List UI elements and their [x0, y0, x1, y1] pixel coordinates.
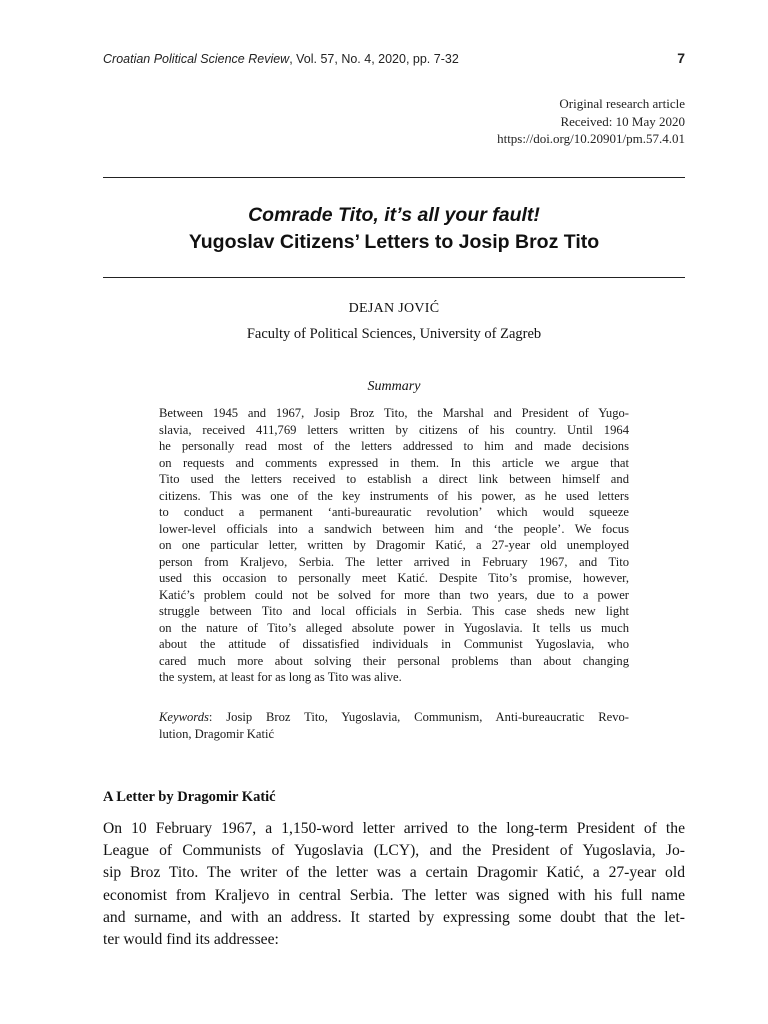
abstract-line: Katić’s problem could not be solved for more than two years, due to a power [159, 587, 629, 602]
title-line-1: Comrade Tito, it’s all your fault! [248, 204, 540, 226]
body-paragraph-line: ter would find its addressee: [103, 930, 279, 948]
doi-link[interactable]: https://doi.org/10.20901/pm.57.4.01 [497, 131, 685, 146]
body-paragraph-line: On 10 February 1967, a 1,150-word letter arrived to the long-term President of the [103, 820, 685, 837]
keywords [159, 709, 629, 742]
abstract-line: used this occasion to personally meet Katić. Despite Tito’s promise, however, [159, 571, 629, 585]
section-heading: A Letter by Dragomir Katić [103, 789, 276, 805]
abstract-line: struggle between Tito and local officials in Serbia. This case sheds new light [159, 604, 629, 618]
abstract-line: to conduct a permanent ‘anti-bureauratic revolution’ which would squeeze [159, 505, 629, 519]
keywords-line-1 [159, 709, 629, 726]
abstract-line: on requests and comments expressed in them. In this article we argue that [159, 455, 629, 470]
abstract-line: citizens. This was one of the key instruments of his power, as he used letters [159, 488, 629, 503]
body-paragraph-line: economist from Kraljevo in central Serbia. The letter was signed with his full name [103, 886, 685, 904]
abstract [159, 405, 629, 686]
keywords-line-2: lution, Dragomir Katić [159, 726, 275, 741]
author-name: DEJAN JOVIĆ [348, 301, 440, 316]
abstract-line: person from Kraljevo, Serbia. The letter arrived in February 1967, and Tito [159, 554, 629, 569]
title-line-2: Yugoslav Citizens’ Letters to Josip Broz Tito [188, 231, 600, 253]
article-meta [497, 95, 685, 148]
body-paragraph-line: and surname, and with an address. It started by expressing some doubt that the let- [103, 908, 685, 926]
abstract-line: on the nature of Tito’s alleged absolute power in Yugoslavia. It tells us much [159, 620, 629, 635]
body-paragraph-line: sip Broz Tito. The writer of the letter was a certain Dragomir Katić, a 27-year old [103, 864, 685, 882]
journal-name: Croatian Political Science Review [103, 52, 290, 66]
abstract-line: Between 1945 and 1967, Josip Broz Tito, the Marshal and President of Yugo- [159, 406, 629, 420]
body-paragraph-line: League of Communists of Yugoslavia (LCY), and the President of Yugoslavia, Jo- [103, 842, 685, 860]
abstract-line: cared much more about solving their personal problems than about changing [159, 653, 629, 668]
title-top-rule [103, 177, 685, 178]
abstract-line: lower-level officials into a sandwich between him and ‘the people’. We focus [159, 521, 629, 536]
abstract-line: slavia, received 411,769 letters written by citizens of his country. Until 1964 [159, 422, 629, 437]
abstract-line: about the attitude of dissatisfied individuals in Communist Yugoslavia, who [159, 637, 629, 651]
author-affiliation: Faculty of Political Sciences, University of Zagreb [246, 326, 542, 342]
summary-heading: Summary [367, 379, 421, 394]
journal-citation: , Vol. 57, No. 4, 2020, pp. 7-32 [289, 52, 459, 66]
received-date: Received: 10 May 2020 [560, 113, 685, 129]
title-bottom-rule [103, 277, 685, 278]
running-header [103, 52, 685, 70]
section-body [103, 818, 685, 951]
abstract-line: Tito used the letters received to establish a direct link between himself and [159, 472, 629, 486]
abstract-line: on one particular letter, written by Dragomir Katić, a 27-year old unemployed [159, 538, 629, 552]
article-title [103, 202, 685, 256]
keywords-label: Keywords [159, 710, 209, 724]
abstract-line: the system, at least for as long as Tito was alive. [159, 670, 402, 684]
article-type: Original research article [559, 96, 685, 111]
page-number: 7 [677, 50, 685, 66]
keywords-list: : Josip Broz Tito, Yugoslavia, Communism, Anti-bureaucratic Revo- [208, 710, 629, 724]
abstract-line: he personally read most of the letters addressed to him and made decisions [159, 439, 629, 453]
